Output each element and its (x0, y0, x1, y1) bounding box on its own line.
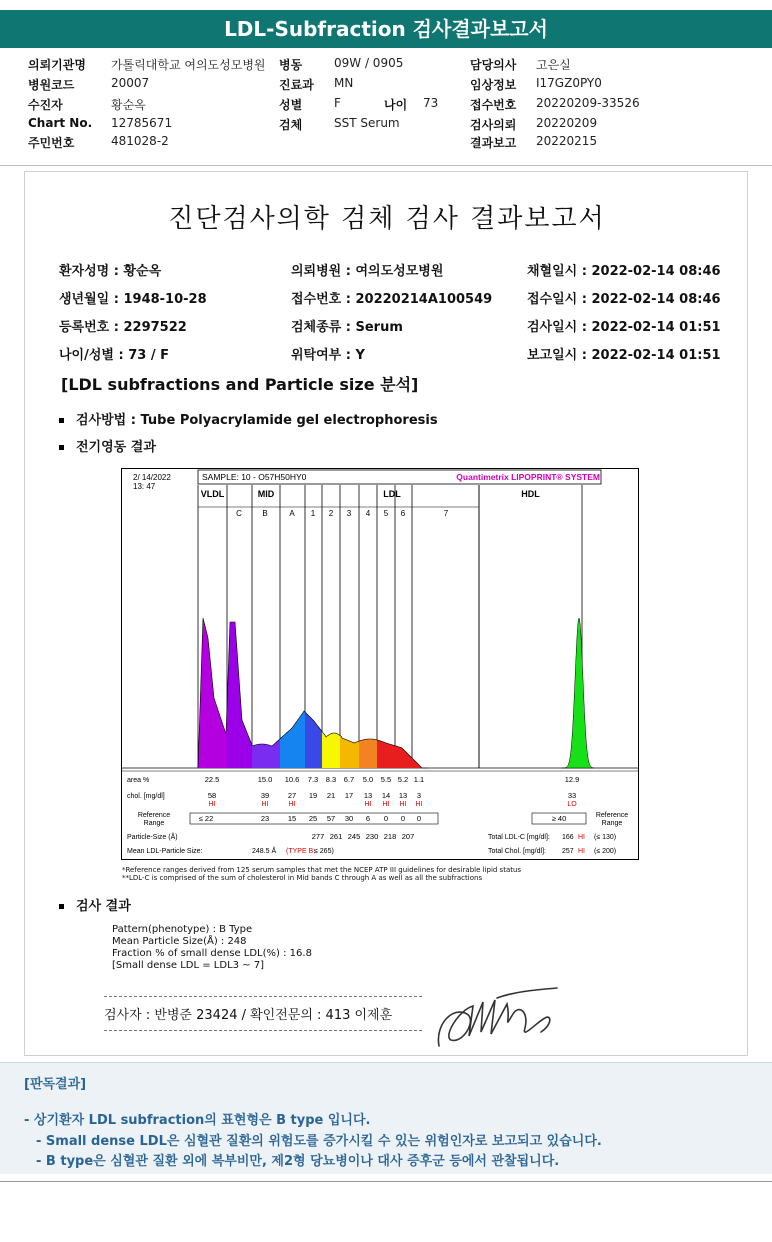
patient-name-field: 환자성명 : 황순옥 (59, 264, 162, 279)
label-hospital-code: 병원코드 (28, 78, 75, 92)
row-label-ref-right-2: Range (601, 820, 623, 827)
label-report-date: 결과보고 (470, 136, 517, 150)
chol-value: 3 (416, 791, 422, 800)
value-report-date: 20220215 (536, 134, 598, 148)
group-label-vldl: VLDL (200, 489, 225, 499)
chol-value: 33 (567, 791, 577, 800)
band-area-3 (340, 736, 359, 769)
electrophoresis-item (59, 436, 156, 455)
band-label-5: 5 (383, 509, 389, 518)
value-age: 73 (423, 96, 439, 110)
mean-size-ref: ≤ 265) (314, 848, 334, 855)
value-hospital-code: 20007 (111, 76, 150, 90)
result-pattern: Pattern(phenotype) : B Type (112, 924, 253, 935)
total-chol-ref: (≤ 200) (594, 848, 617, 855)
row-label-ref-2: Range (143, 820, 165, 827)
data-table (122, 771, 638, 855)
label-clinical-info: 임상정보 (470, 78, 517, 92)
chol-flag: HI (261, 801, 269, 808)
total-chol-label: Total Chol. [mg/dl]: (488, 848, 546, 855)
band-area-7 (412, 758, 428, 768)
area-value: 22.5 (204, 775, 220, 784)
chol-value: 19 (308, 791, 318, 800)
label-resident-no: 주민번호 (28, 136, 75, 150)
label-age: 나이 (384, 98, 408, 112)
value-doctor: 고은실 (536, 58, 571, 72)
collection-time-field: 채혈일시 : 2022-02-14 08:46 (527, 264, 721, 279)
value-clinical-info: I17GZ0PY0 (536, 76, 602, 90)
ref-value: 0 (416, 814, 422, 823)
interpretation-line-2: - Small dense LDL은 심혈관 질환의 위험도를 증가시킬 수 있는 위험인자로 보고되고 있습니다. (36, 1134, 602, 1149)
chol-value: 39 (260, 791, 270, 800)
signature-line-top (104, 996, 422, 997)
section-heading: [LDL subfractions and Particle size 분석] (61, 375, 419, 394)
accession-field: 접수번호 : 20220214A100549 (291, 292, 493, 307)
plot-area (122, 485, 638, 768)
label-specimen: 검체 (279, 118, 303, 132)
total-chol-flag: HI (578, 848, 585, 855)
band-label-b: B (262, 509, 268, 518)
chol-value: 13 (363, 791, 373, 800)
method-item (59, 409, 438, 428)
label-chart-no: Chart No. (28, 116, 93, 130)
band-label-c: C (236, 509, 242, 518)
particle-size-value: 207 (401, 832, 415, 841)
chol-value: 21 (326, 791, 336, 800)
ref-value: 57 (326, 814, 336, 823)
handwritten-signature (433, 984, 563, 1054)
row-label-particle-size: Particle-Size (Å) (127, 834, 178, 841)
result-fraction: Fraction % of small dense LDL(%) : 16.8 (112, 948, 312, 959)
value-institution: 가톨릭대학교 여의도성모병원 (111, 58, 266, 72)
band-label-4: 4 (365, 509, 371, 518)
label-accession: 접수번호 (470, 98, 517, 112)
result-details (112, 924, 312, 972)
specimen-type-field: 검체종류 : Serum (291, 320, 403, 335)
band-label-3: 3 (346, 509, 352, 518)
chol-flag: HI (399, 801, 407, 808)
area-value: 12.9 (564, 775, 580, 784)
band-area-2 (322, 731, 340, 768)
hdl-peak (562, 618, 594, 768)
area-value: 1.1 (413, 775, 425, 784)
bottom-divider (0, 1181, 772, 1182)
signature-text: 검사자 : 반병준 23424 / 확인전문의 : 413 이제훈 (104, 1008, 393, 1023)
referring-hospital-field: 의뢰병원 : 여의도성모병원 (291, 264, 444, 279)
footnote-2: **LDL-C is comprised of the sum of cholesterol in Mid bands C through A as well as all the subfractions (122, 874, 483, 882)
mean-size-value: 248.5 Å (252, 848, 277, 855)
bullet-icon (59, 904, 64, 909)
received-time-field: 접수일시 : 2022-02-14 08:46 (527, 292, 721, 307)
value-dept: MN (334, 76, 354, 90)
particle-size-value: 230 (365, 832, 379, 841)
value-specimen: SST Serum (334, 116, 400, 130)
label-dept: 진료과 (279, 78, 314, 92)
chol-flag: HI (288, 801, 296, 808)
result-heading: 검사 결과 (76, 899, 131, 914)
request-info-panel (0, 48, 772, 166)
particle-size-value: 277 (311, 832, 325, 841)
band-area-b (252, 739, 280, 768)
chol-value: 58 (207, 791, 217, 800)
interpretation-line-1: - 상기환자 LDL subfraction의 표현형은 B type 입니다. (24, 1113, 371, 1128)
mean-size-label: Mean LDL-Particle Size: (127, 848, 203, 855)
band-label-2: 2 (328, 509, 334, 518)
total-ldl-ref: (≤ 130) (594, 834, 617, 841)
outsourced-field: 위탁여부 : Y (291, 348, 365, 363)
band-label-a: A (289, 509, 295, 518)
lipoprint-chart (121, 468, 639, 860)
label-doctor: 담당의사 (470, 58, 517, 72)
chol-value: 17 (344, 791, 354, 800)
area-value: 5.5 (380, 775, 392, 784)
band-area-a (280, 711, 305, 768)
row-label-ref-right: Reference (595, 812, 629, 819)
document-title: 진단검사의학 검체 검사 결과보고서 (168, 204, 606, 234)
group-label-hdl: HDL (521, 489, 540, 499)
area-value: 15.0 (257, 775, 273, 784)
row-label-ref: Reference (137, 812, 171, 819)
registration-field: 등록번호 : 2297522 (59, 320, 187, 335)
signature-line-bottom (104, 1030, 422, 1031)
area-value: 8.3 (325, 775, 337, 784)
total-chol-value: 257 (562, 848, 574, 855)
ref-value: ≥ 40 (551, 814, 567, 823)
total-ldl-label: Total LDL-C [mg/dl]: (488, 834, 550, 841)
area-value: 5.2 (397, 775, 409, 784)
report-header-title: LDL-Subfraction 검사결과보고서 (0, 10, 772, 48)
ref-value: 30 (344, 814, 354, 823)
value-ward: 09W / 0905 (334, 56, 404, 70)
chart-footnotes (122, 866, 521, 882)
chol-value: 13 (398, 791, 408, 800)
age-sex-field: 나이/성별 : 73 / F (59, 348, 170, 363)
total-ldl-value: 166 (562, 834, 574, 841)
ref-value: 23 (260, 814, 270, 823)
value-request-date: 20220209 (536, 116, 598, 130)
chol-flag: HI (382, 801, 390, 808)
lipoprint-svg (122, 469, 638, 859)
electrophoresis-text: 전기영동 결과 (76, 440, 156, 455)
brand-label: Quantimetrix LIPOPRINT® SYSTEM (456, 472, 600, 482)
label-institution: 의뢰기관명 (28, 58, 86, 72)
chol-value: 27 (287, 791, 297, 800)
ref-value: 15 (287, 814, 297, 823)
band-area-5 (377, 740, 395, 768)
birth-date-field: 생년월일 : 1948-10-28 (59, 292, 207, 307)
area-value: 10.6 (284, 775, 300, 784)
particle-size-value: 261 (329, 832, 343, 841)
value-resident-no: 481028-2 (111, 134, 169, 148)
chol-flag: HI (364, 801, 372, 808)
row-label-area: area % (127, 777, 150, 784)
chol-value: 14 (381, 791, 391, 800)
value-sex: F (334, 96, 341, 110)
method-text: 검사방법 : Tube Polyacrylamide gel electrophoresis (76, 413, 438, 428)
total-ldl-flag: HI (578, 834, 585, 841)
ref-value: 25 (308, 814, 318, 823)
label-ward: 병동 (279, 58, 303, 72)
interpretation-title: [판독결과] (24, 1077, 87, 1092)
band-label-6: 6 (400, 509, 406, 518)
ref-value: ≤ 22 (198, 814, 214, 823)
bullet-icon (59, 445, 64, 450)
band-area-4 (359, 739, 377, 768)
sample-id: SAMPLE: 10 - O57H50HY0 (202, 472, 307, 482)
group-label-ldl: LDL (383, 489, 401, 499)
band-label-1: 1 (310, 509, 316, 518)
chart-time: 13: 47 (133, 482, 156, 491)
group-label-mid: MID (257, 489, 275, 499)
bullet-icon (59, 418, 64, 423)
label-patient: 수진자 (28, 98, 63, 112)
area-value: 7.3 (307, 775, 319, 784)
band-area-6 (395, 746, 412, 768)
chol-flag: HI (415, 801, 423, 808)
ref-value: 0 (400, 814, 406, 823)
label-sex: 성별 (279, 98, 303, 112)
area-value: 5.0 (362, 775, 374, 784)
report-time-field: 보고일시 : 2022-02-14 01:51 (527, 348, 721, 363)
chol-flag: LO (567, 801, 577, 808)
area-value: 6.7 (343, 775, 355, 784)
interpretation-panel (0, 1062, 772, 1174)
ref-value: 6 (365, 814, 371, 823)
mean-size-type: (TYPE B; (286, 848, 316, 855)
chart-date: 2/ 14/2022 (133, 473, 171, 482)
ref-value: 0 (383, 814, 389, 823)
interpretation-line-3: - B type은 심혈관 질환 외에 복부비만, 제2형 당뇨병이나 대사 증후군 등에서 관찰됩니다. (36, 1154, 560, 1169)
value-patient: 황순옥 (111, 98, 146, 112)
lab-report-document (24, 171, 748, 1056)
result-definition: [Small dense LDL = LDL3 ~ 7] (112, 960, 265, 971)
value-accession: 20220209-33526 (536, 96, 640, 110)
band-area-c (227, 622, 252, 768)
particle-size-value: 218 (383, 832, 397, 841)
result-item (59, 895, 131, 914)
test-time-field: 검사일시 : 2022-02-14 01:51 (527, 320, 721, 335)
row-label-chol: chol. [mg/dl] (127, 793, 165, 800)
value-chart-no: 12785671 (111, 116, 173, 130)
label-request-date: 검사의뢰 (470, 118, 517, 132)
chol-flag: HI (208, 801, 216, 808)
result-mean-size: Mean Particle Size(Å) : 248 (112, 936, 247, 947)
band-label-7: 7 (443, 509, 449, 518)
footnote-1: *Reference ranges derived from 125 serum samples that met the NCEP ATP III guidelines for desirable lipid status (122, 866, 522, 874)
particle-size-value: 245 (347, 832, 361, 841)
